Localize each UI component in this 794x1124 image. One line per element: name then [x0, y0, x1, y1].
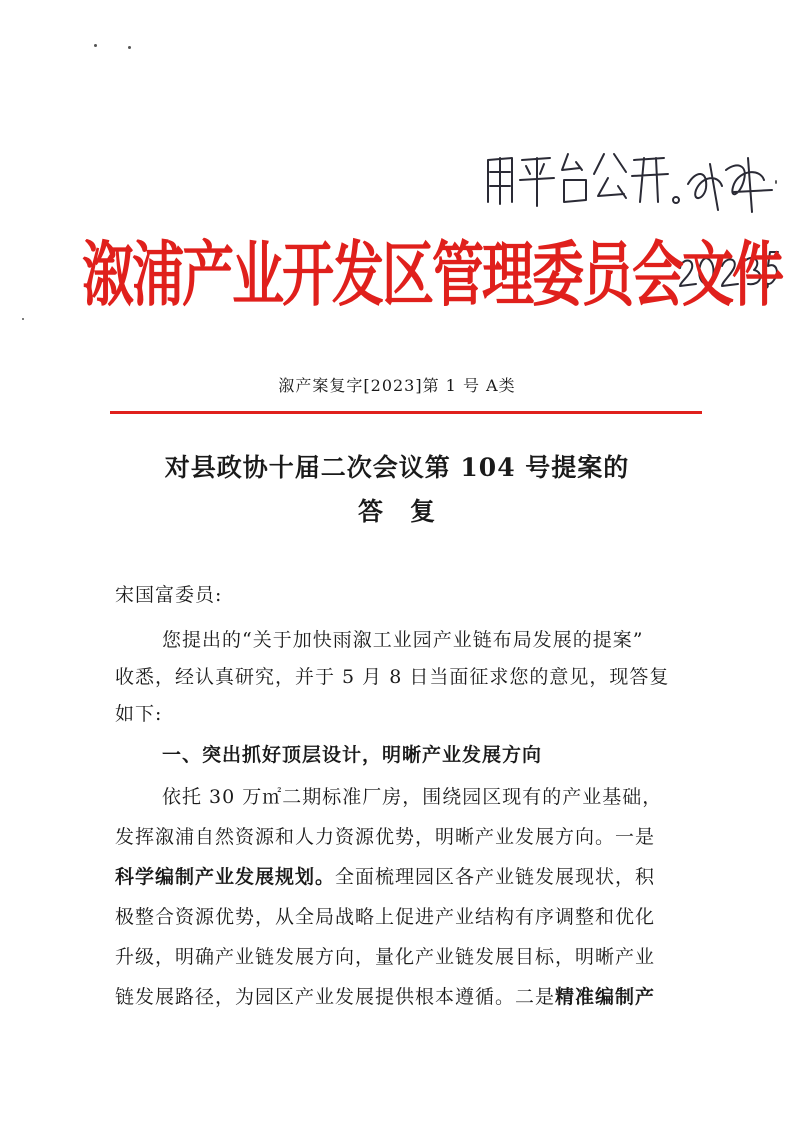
paragraph-line: 依托 30 万㎡二期标准厂房，围绕园区现有的产业基础，: [162, 786, 663, 808]
document-number: 溆产案复字[2023]第 1 号 A类: [278, 376, 516, 395]
paragraph-line: 发挥溆浦自然资源和人力资源优势，明晰产业发展方向。一是: [115, 826, 656, 848]
paragraph-line: 如下:: [115, 703, 163, 725]
scan-speck: [22, 318, 24, 320]
emphasis-text: 科学编制产业发展规划。: [115, 866, 336, 888]
salutation: 宋国富委员:: [115, 584, 223, 606]
paragraph-line: 您提出的“关于加快雨溆工业园产业链布局发展的提案”: [162, 629, 644, 651]
paragraph-line: [115, 982, 655, 1009]
scan-speck: [94, 44, 97, 47]
paragraph-line: 升级，明确产业链发展方向，量化产业链发展目标，明晰产业: [115, 946, 656, 968]
scan-speck: [128, 46, 131, 49]
red-divider: [110, 411, 702, 414]
paragraph-text: 全面梳理园区各产业链发展现状，积: [335, 866, 656, 888]
document-title-line2: 答 复: [357, 497, 436, 526]
letterhead-title: 溆浦产业开发区管理委员会文件: [82, 235, 783, 317]
paragraph-line: 收悉，经认真研究，并于 5 月 8 日当面征求您的意见，现答复: [115, 666, 670, 688]
emphasis-text: 精准编制产: [555, 986, 656, 1008]
section-heading: 一、突出抓好顶层设计，明晰产业发展方向: [162, 744, 543, 766]
paragraph-line: 极整合资源优势，从全局战略上促进产业结构有序调整和优化: [115, 906, 656, 928]
document-title-line1: 对县政协十届二次会议第 104 号提案的: [164, 453, 630, 482]
paragraph-line: [115, 862, 655, 889]
paragraph-text: 链发展路径，为园区产业发展提供根本遵循。二是: [115, 986, 556, 1008]
